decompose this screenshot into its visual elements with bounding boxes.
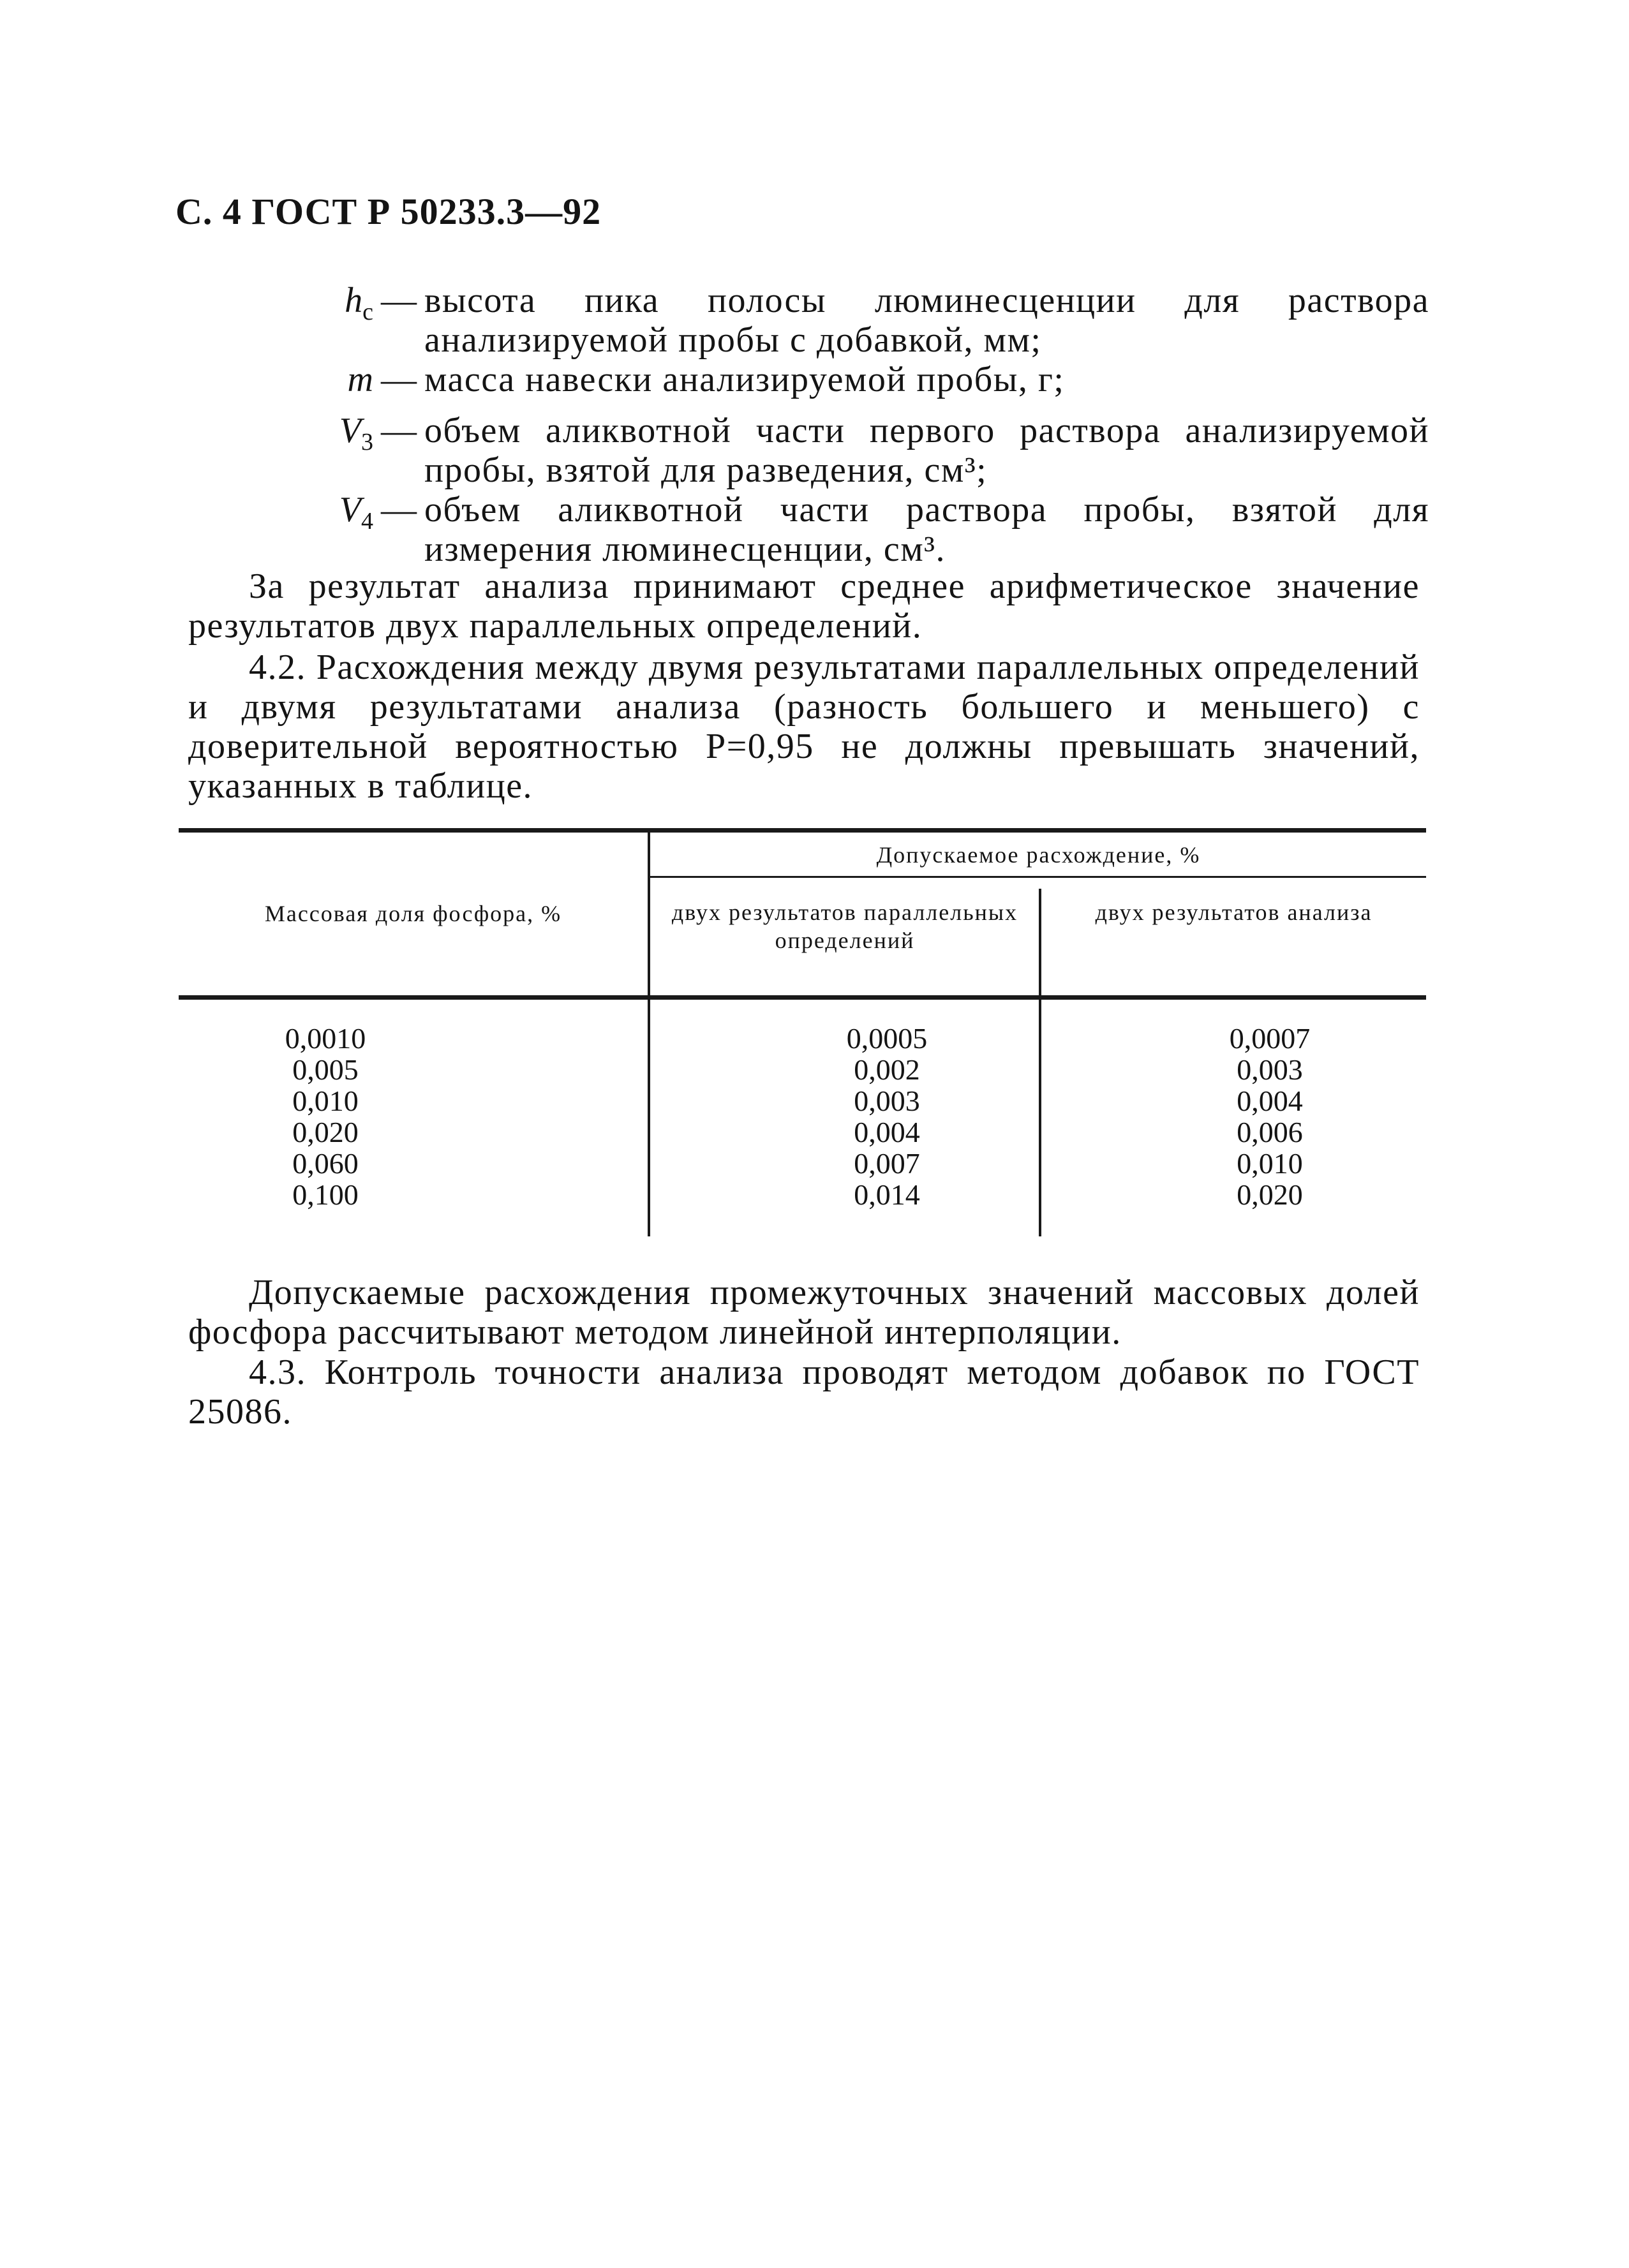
table-cell: 0,005 xyxy=(292,1053,359,1086)
table-cell: 0,060 xyxy=(292,1147,359,1180)
definition-text: высота пика полосы люминесценции для раствора анализируемой пробы с добавкой, мм; xyxy=(424,281,1429,360)
table-cell: 0,003 xyxy=(1237,1053,1303,1086)
column-parallel xyxy=(823,1023,951,1210)
definition-dash: — xyxy=(381,411,417,451)
header-parallel-determinations: двух результатов параллельных определений xyxy=(671,900,1018,953)
table-subheader-rule xyxy=(648,876,1426,878)
table-top-rule xyxy=(179,828,1426,833)
table-cell: 0,003 xyxy=(854,1085,920,1117)
table-column-divider xyxy=(1039,1000,1041,1236)
table-cell: 0,014 xyxy=(854,1178,920,1211)
table-cell: 0,0007 xyxy=(1229,1022,1311,1055)
table-cell: 0,004 xyxy=(854,1116,920,1148)
table-cell: 0,0005 xyxy=(846,1022,928,1055)
table-cell: 0,002 xyxy=(854,1053,920,1086)
table-cell: 0,007 xyxy=(854,1147,920,1180)
table-cell: 0,0010 xyxy=(285,1022,366,1055)
header-mass-fraction: Массовая доля фосфора, % xyxy=(264,901,562,926)
table-cell: 0,020 xyxy=(1237,1178,1303,1211)
definition-dash: — xyxy=(381,281,417,320)
definition-text: объем аликвотной части раствора пробы, взятой для измерения люминесценции, см³. xyxy=(424,490,1429,570)
symbol-definitions xyxy=(281,281,1429,569)
definition-dash: — xyxy=(381,490,417,530)
header-analysis-results: двух результатов анализа xyxy=(1095,900,1372,925)
definition-text: масса навески анализируемой пробы, г; xyxy=(424,360,1065,399)
paragraph-4-2: 4.2. Расхождения между двумя результатами параллельных определений и двумя результатами анализа (разность большего и меньшего) с доверительной вероятностью P=0,95 не должны превышать значений, указанных в таблице. xyxy=(188,648,1420,806)
page-header: С. 4 ГОСТ Р 50233.3—92 xyxy=(175,191,602,232)
definition-symbol: $V_3$ xyxy=(339,411,373,456)
definition-v4 xyxy=(281,490,1429,569)
definition-hc xyxy=(281,281,1429,360)
tolerance-table xyxy=(179,828,1426,1236)
paragraph-mean-result: За результат анализа принимают среднее арифметическое значение результатов двух параллельных определений. xyxy=(188,567,1420,646)
definition-v3 xyxy=(281,411,1429,490)
table-cell: 0,006 xyxy=(1237,1116,1303,1148)
table-cell: 0,004 xyxy=(1237,1085,1303,1117)
definition-text: объем аликвотной части первого раствора анализируемой пробы, взятой для разведения, см³; xyxy=(424,411,1429,491)
table-header-rule xyxy=(179,995,1426,1000)
column-analysis xyxy=(1206,1023,1334,1210)
table-cell: 0,020 xyxy=(292,1116,359,1148)
table-cell: 0,100 xyxy=(292,1178,359,1211)
table-cell: 0,010 xyxy=(292,1085,359,1117)
definition-symbol: $V_4$ xyxy=(339,490,373,535)
definition-m xyxy=(281,360,1429,411)
definition-dash: — xyxy=(381,360,417,399)
table-column-divider xyxy=(648,833,650,1236)
paragraph-4-3: 4.3. Контроль точности анализа проводят методом добавок по ГОСТ 25086. xyxy=(188,1353,1420,1432)
table-cell: 0,010 xyxy=(1237,1147,1303,1180)
column-mass-fraction xyxy=(249,1023,402,1210)
paragraph-interpolation: Допускаемые расхождения промежуточных значений массовых долей фосфора рассчитывают методом линейной интерполяции. xyxy=(188,1273,1420,1352)
definition-symbol: m xyxy=(347,360,373,399)
header-allowed-divergence: Допускаемое расхождение, % xyxy=(876,842,1201,868)
definition-symbol: $h_c$ xyxy=(345,281,373,326)
